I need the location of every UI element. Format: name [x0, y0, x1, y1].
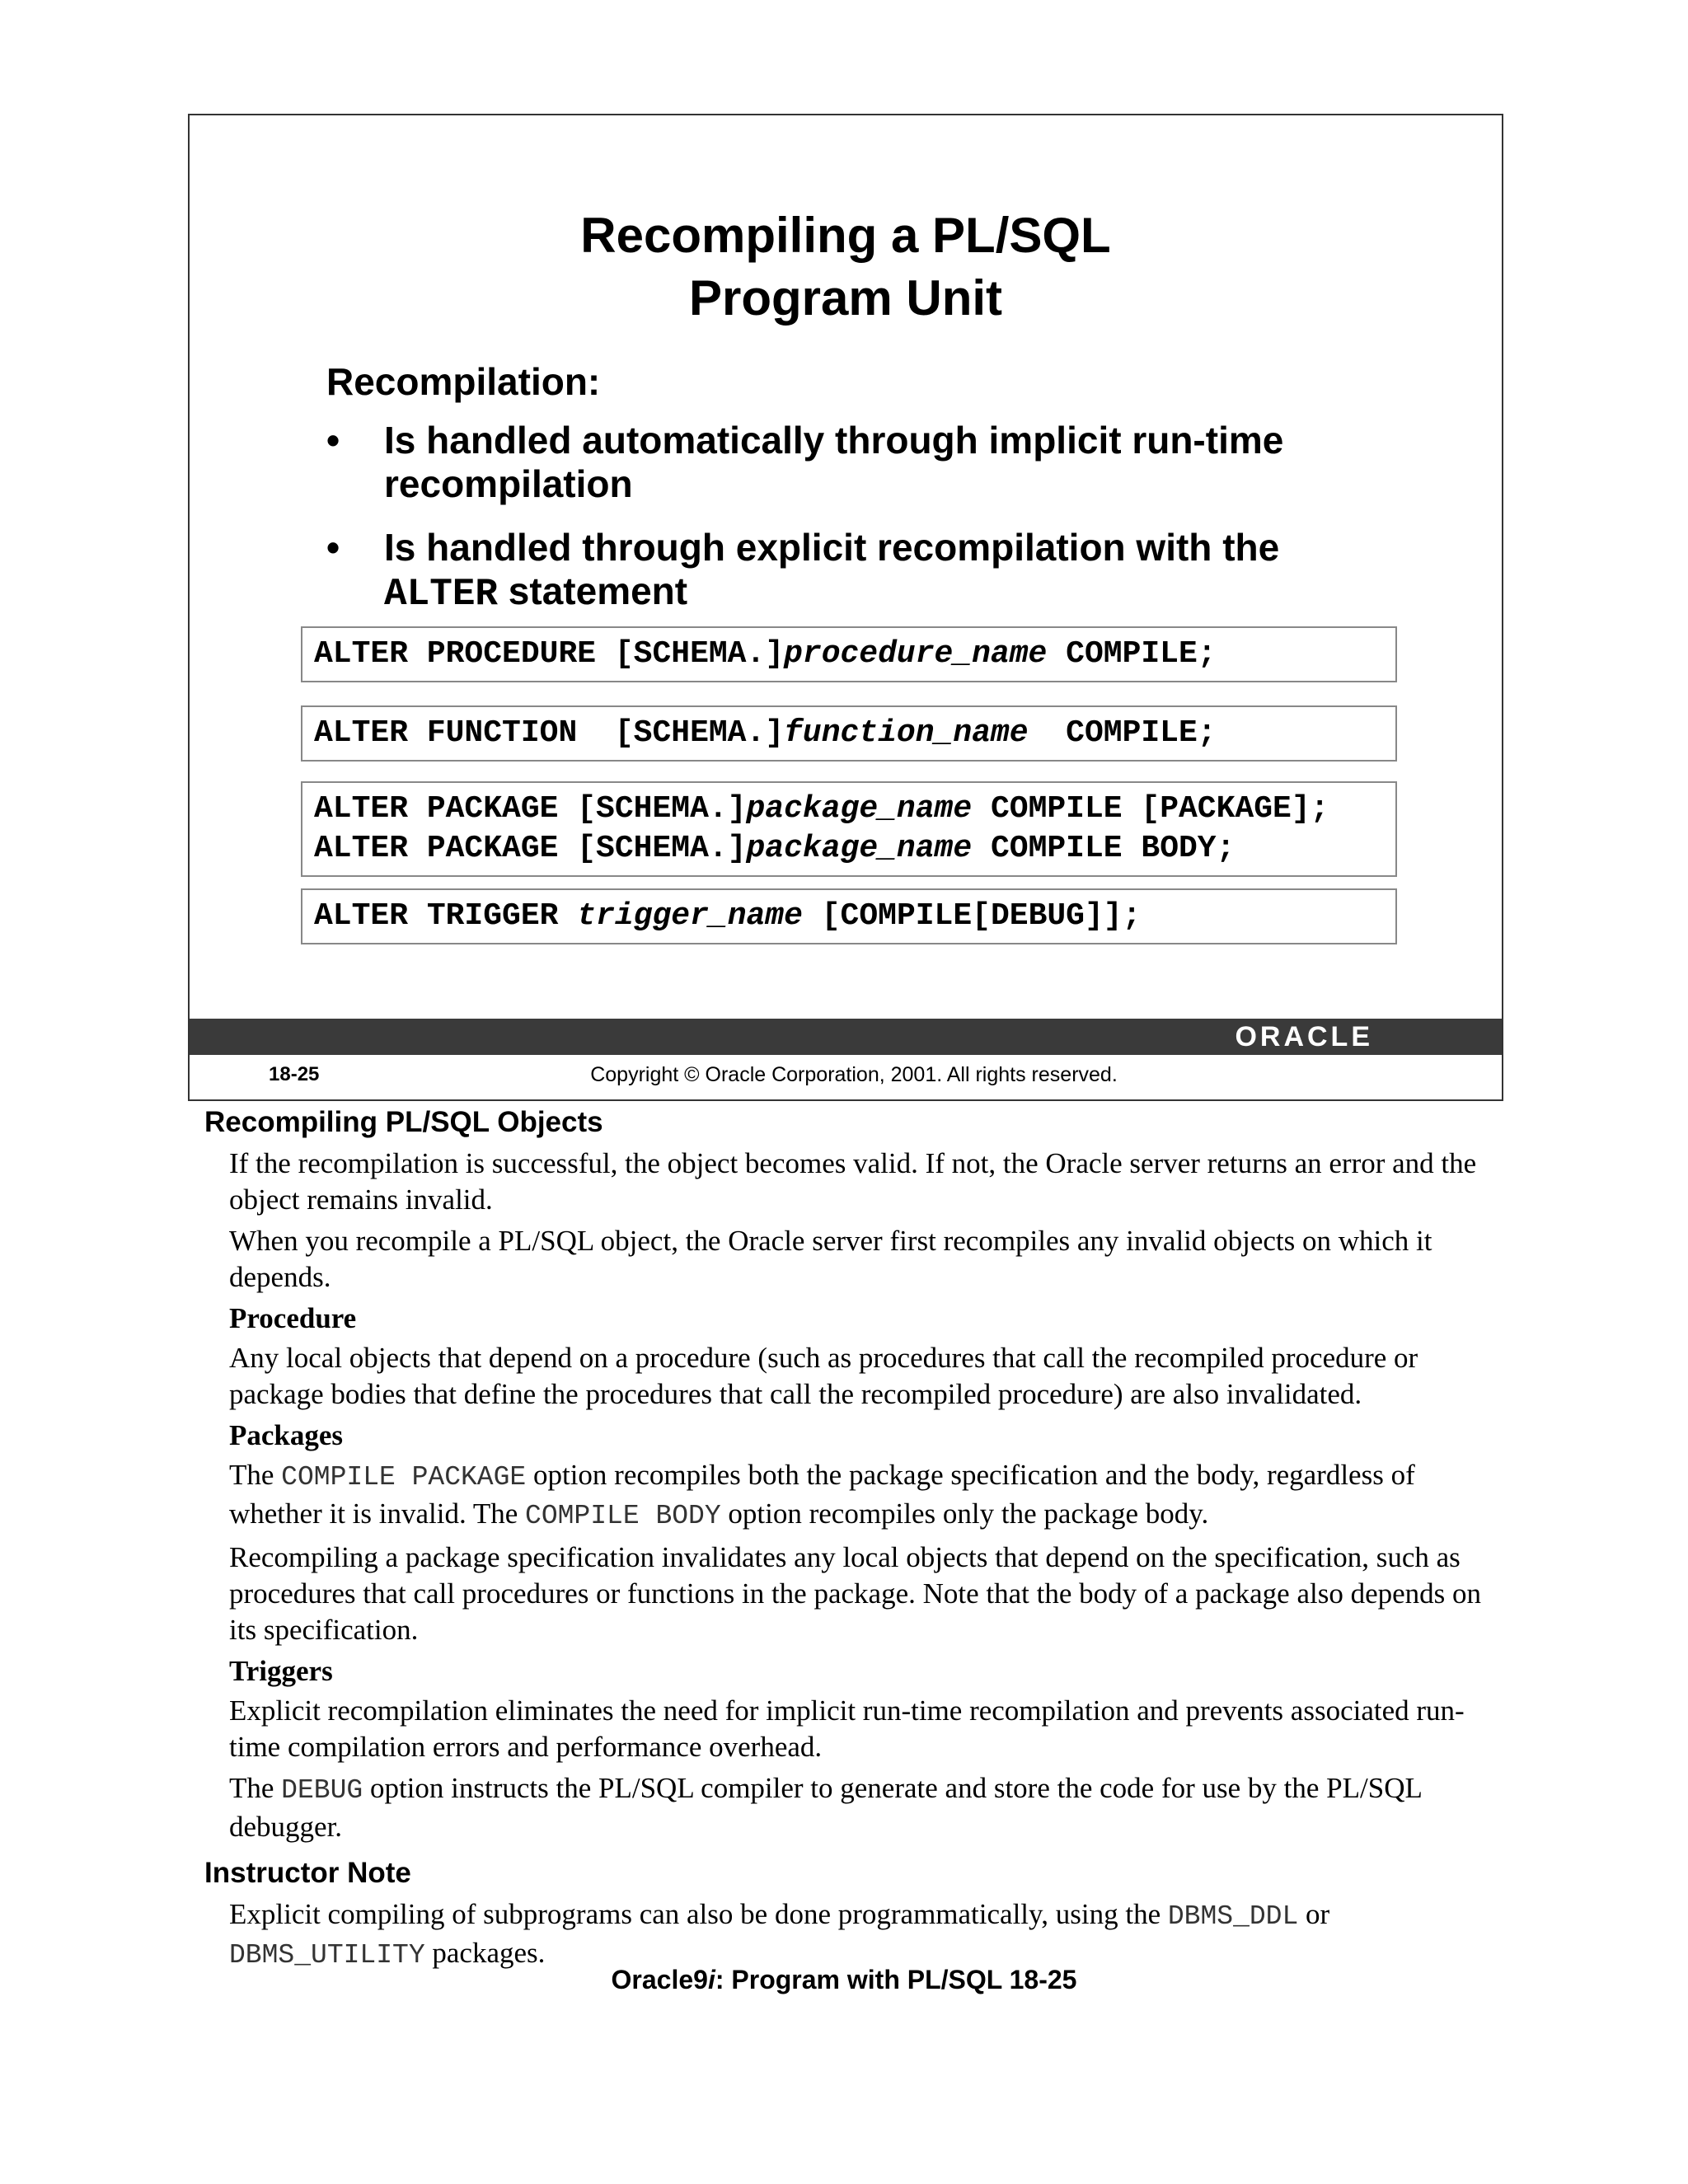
code-compile-body: COMPILE BODY [525, 1501, 721, 1531]
slide-title [190, 204, 1502, 330]
code-alter-procedure: ALTER PROCEDURE [SCHEMA.]procedure_name COMPILE; [301, 626, 1397, 682]
slide-number: 18-25 [269, 1063, 320, 1085]
subheading-triggers: Triggers [229, 1655, 333, 1687]
instructor-note-title: Instructor Note [204, 1857, 411, 1889]
bullet-text: Is handled automatically through implicit run-time recompilation [384, 419, 1284, 505]
paragraph: Explicit compiling of subprograms can also be done programmatically, using the DBMS_DDL or DBMS_UTILITY packages. [229, 1898, 1330, 1971]
slide-title-line1: Recompiling a PL/SQL [580, 208, 1111, 263]
subheading-packages: Packages [229, 1419, 344, 1451]
paragraph: The COMPILE PACKAGE option recompiles both the package specification and the body, regardless of whether it is invalid. The COMPILE BODY option recompiles only the package body. [229, 1459, 1415, 1531]
paragraph: When you recompile a PL/SQL object, the Oracle server first recompiles any invalid objects on which it depends. [229, 1225, 1432, 1293]
code-alter-trigger: ALTER TRIGGER trigger_name [COMPILE[DEBUG]]; [301, 888, 1397, 944]
page-footer: Oracle9i: Program with PL/SQL 18-25 [611, 1965, 1077, 1994]
alter-keyword: ALTER [384, 573, 499, 616]
code-alter-function: ALTER FUNCTION [SCHEMA.]function_name COMPILE; [301, 705, 1397, 762]
code-debug: DEBUG [281, 1775, 363, 1806]
code-compile-package: COMPILE PACKAGE [281, 1462, 527, 1493]
paragraph: Recompiling a package specification invalidates any local objects that depend on the specification, such as procedures that call procedures or functions in the package. Note that the body of a package also depends on its specification. [229, 1541, 1482, 1646]
subheading-procedure: Procedure [229, 1302, 357, 1334]
slide-footer-bar [190, 1019, 1502, 1055]
notes [204, 1106, 1507, 1979]
bullet-icon: • [326, 526, 340, 569]
paragraph: Any local objects that depend on a procedure (such as procedures that call the recompiled procedure or package bodies that define the procedures that call the recompiled procedure) are also invalidated. [229, 1342, 1418, 1410]
recompilation-heading: Recompilation: [326, 360, 601, 403]
paragraph: The DEBUG option instructs the PL/SQL compiler to generate and store the code for use by the PL/SQL debugger. [229, 1772, 1422, 1843]
paragraph: If the recompilation is successful, the object becomes valid. If not, the Oracle server returns an error and the object remains invalid. [229, 1147, 1477, 1216]
bullet-icon: • [326, 419, 340, 462]
code-dbms-ddl: DBMS_DDL [1167, 1901, 1299, 1932]
copyright: Copyright © Oracle Corporation, 2001. All rights reserved. [590, 1063, 1118, 1086]
code-alter-package: ALTER PACKAGE [SCHEMA.]package_name COMPILE [PACKAGE]; ALTER PACKAGE [SCHEMA.]package_name COMPILE BODY; [301, 781, 1397, 877]
oracle-logo: ORACLE [1235, 1021, 1373, 1052]
bullet-text: Is handled through explicit recompilation with the ALTER statement [384, 526, 1280, 616]
section-title: Recompiling PL/SQL Objects [204, 1106, 603, 1138]
paragraph: Explicit recompilation eliminates the need for implicit run-time recompilation and prevents associated run-time compilation errors and performance overhead. [229, 1694, 1465, 1763]
slide [188, 114, 1503, 1101]
code-dbms-utility: DBMS_UTILITY [229, 1940, 425, 1971]
slide-title-line2: Program Unit [688, 270, 1003, 326]
